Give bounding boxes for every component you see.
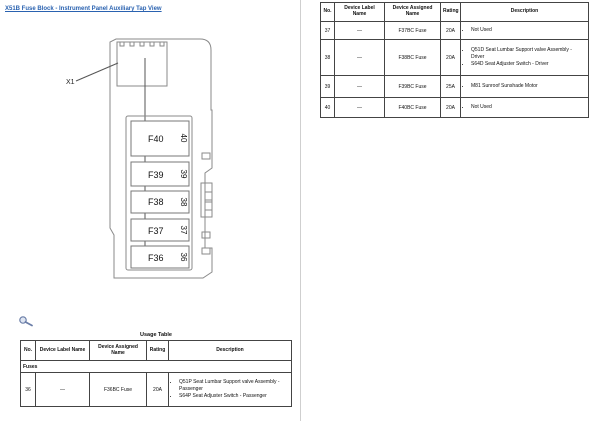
fuse-f37[interactable] [131,219,189,241]
cell-device-label: — [335,22,385,40]
cell-rating: 25A [441,76,461,98]
magnifier-icon[interactable] [18,315,34,327]
description-item: • M81 Sunroof Sunshade Motor [471,83,586,90]
fuse-label: F40 [148,134,164,144]
cell-device-label: — [36,373,90,407]
description-item: • Q51D Seat Lumbar Support valve Assembly - Driver [471,47,586,60]
fuse-number: 40 [179,133,188,143]
cell-device-label: — [335,98,385,118]
usage-table [20,340,292,407]
description-item: • Q51P Seat Lumbar Support valve Assembly - Passenger [179,379,289,392]
cell-rating: 20A [441,40,461,76]
cell-description [461,22,589,40]
usage-table-continued [320,2,589,118]
cell-device-label: — [335,40,385,76]
column-header-description: Description [461,3,589,22]
column-header-device-assigned: Device Assigned Name [385,3,441,22]
cell-no: 40 [321,98,335,118]
column-header-no: No. [21,341,36,361]
table-row [21,373,292,407]
description-item: • Not Used [471,27,586,34]
section-label-fuses: Fuses [21,361,292,373]
column-header-no: No. [321,3,335,22]
fuse-label: F39 [148,170,164,180]
connector-x1-label: X1 [66,79,75,86]
description-item: • Not Used [471,104,586,111]
description-item: • S64D Seat Adjuster Switch - Driver [471,61,586,68]
fuse-f39[interactable] [131,162,189,186]
fuse-f40[interactable] [131,121,189,156]
fuse-number: 37 [179,225,188,235]
table-row [321,76,589,98]
cell-no: 38 [321,40,335,76]
table-row [321,40,589,76]
cell-device-assigned: F36BC Fuse [90,373,147,407]
cell-device-assigned: F38BC Fuse [385,40,441,76]
cell-description [461,76,589,98]
cell-description [169,373,292,407]
cell-description [461,98,589,118]
fuse-block-housing [110,39,212,278]
table-row [321,98,589,118]
fuse-block-title-link[interactable]: X51B Fuse Block - Instrument Panel Auxiliary Tap View [5,6,162,12]
cell-rating: 20A [147,373,169,407]
cell-device-assigned: F39BC Fuse [385,76,441,98]
column-header-rating: Rating [147,341,169,361]
usage-table-caption: Usage Table [140,332,172,338]
connector-x1 [117,42,167,86]
column-header-device-label: Device Label Name [335,3,385,22]
column-header-device-label: Device Label Name [36,341,90,361]
fuse-label: F36 [148,253,164,263]
fuse-f38[interactable] [131,191,189,213]
cell-device-label: — [335,76,385,98]
fuse-block-diagram [0,20,300,290]
connector-tabs [120,42,164,46]
cell-rating: 20A [441,22,461,40]
fuse-number: 38 [179,197,188,207]
cell-device-assigned: F40BC Fuse [385,98,441,118]
cell-description [461,40,589,76]
fuse-label: F37 [148,226,164,236]
fuse-label: F38 [148,197,164,207]
column-header-device-assigned: Device Assigned Name [90,341,147,361]
column-header-description: Description [169,341,292,361]
table-row [321,22,589,40]
cell-no: 37 [321,22,335,40]
cell-no: 36 [21,373,36,407]
fuse-f36[interactable] [131,246,189,268]
cell-no: 39 [321,76,335,98]
column-header-rating: Rating [441,3,461,22]
fuse-number: 39 [179,169,188,179]
cell-device-assigned: F37BC Fuse [385,22,441,40]
description-item: • S64P Seat Adjuster Switch - Passenger [179,393,289,400]
fuse-number: 36 [179,252,188,262]
cell-rating: 20A [441,98,461,118]
